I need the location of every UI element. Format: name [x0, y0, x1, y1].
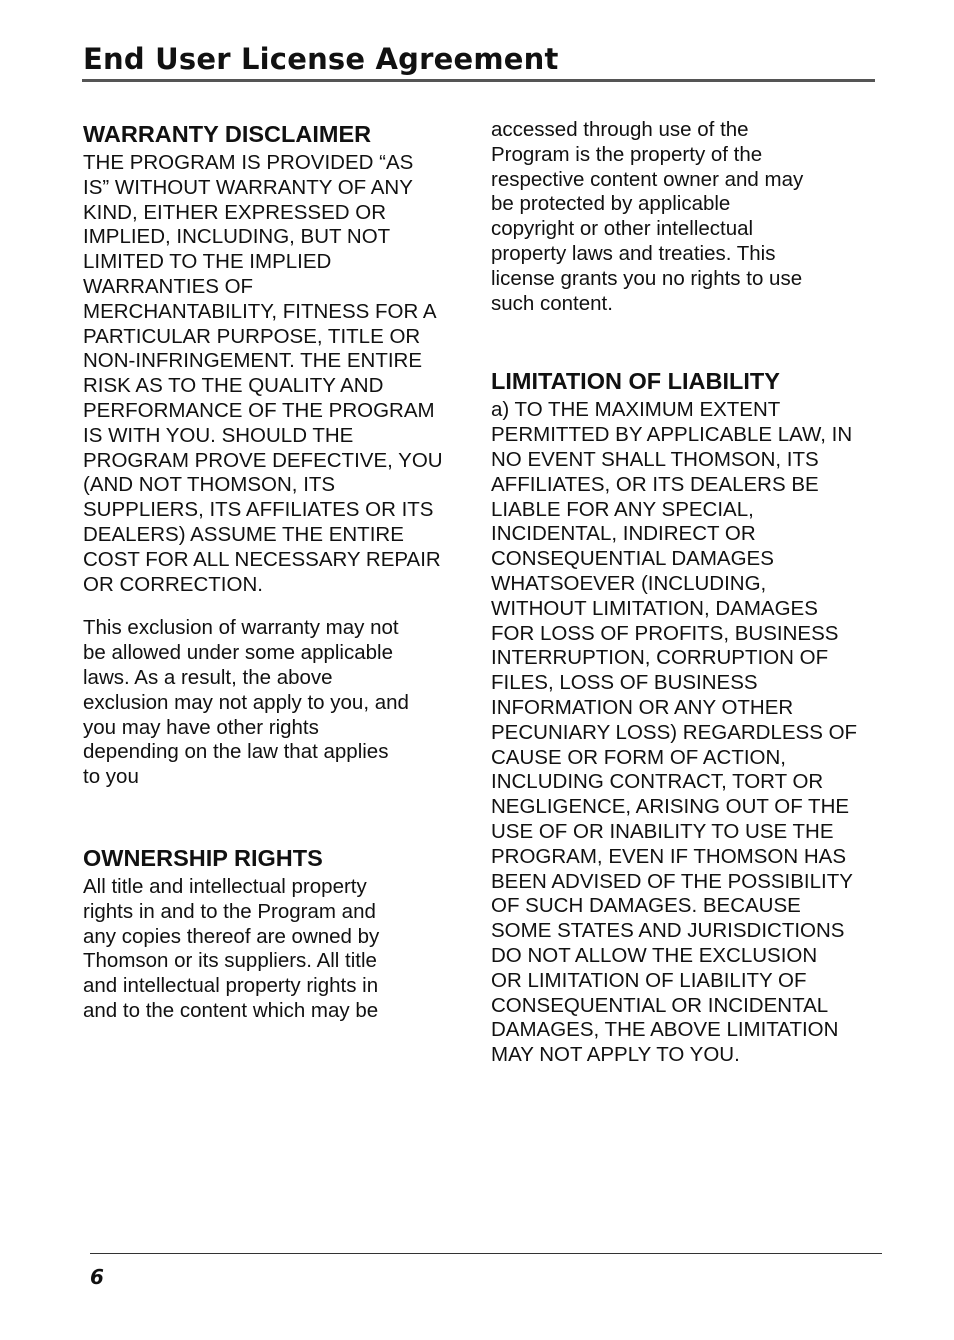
- text-line: any copies thereof are owned by: [83, 924, 380, 948]
- text-line: Thomson or its suppliers. All title: [83, 949, 377, 973]
- text-line: INTERRUPTION, CORRUPTION OF: [491, 646, 829, 670]
- text-line: MERCHANTABILITY, FITNESS FOR A: [83, 299, 437, 323]
- text-line: respective content owner and may: [491, 167, 804, 191]
- footer-rule: [90, 1253, 882, 1254]
- text-line: PARTICULAR PURPOSE, TITLE OR: [83, 324, 421, 348]
- text-line: PERFORMANCE OF THE PROGRAM: [83, 398, 435, 422]
- text-line: LIMITED TO THE IMPLIED: [83, 250, 332, 274]
- text-line: All title and intellectual property: [83, 874, 367, 898]
- text-line: CONSEQUENTIAL DAMAGES: [491, 547, 774, 571]
- text-line: exclusion may not apply to you, and: [83, 690, 409, 714]
- text-line: INFORMATION OR ANY OTHER: [491, 695, 794, 719]
- text-line: DO NOT ALLOW THE EXCLUSION: [491, 943, 818, 967]
- text-line: and to the content which may be: [83, 998, 379, 1022]
- warranty-paragraph-2: [83, 616, 468, 790]
- text-line: AFFILIATES, OR ITS DEALERS BE: [491, 472, 819, 496]
- text-line: SOME STATES AND JURISDICTIONS: [491, 919, 845, 943]
- text-line: OR LIMITATION OF LIABILITY OF: [491, 968, 807, 992]
- text-line: WHATSOEVER (INCLUDING,: [491, 571, 767, 595]
- text-line: PROGRAM PROVE DEFECTIVE, YOU: [83, 448, 443, 472]
- text-line: PROGRAM, EVEN IF THOMSON HAS: [491, 844, 846, 868]
- text-line: COST FOR ALL NECESSARY REPAIR: [83, 547, 441, 571]
- left-column: [83, 118, 468, 1024]
- text-line: This exclusion of warranty may not: [83, 616, 399, 640]
- text-line: IS” WITHOUT WARRANTY OF ANY: [83, 175, 413, 199]
- text-line: IS WITH YOU. SHOULD THE: [83, 423, 354, 447]
- text-line: SUPPLIERS, ITS AFFILIATES OR ITS: [83, 498, 434, 522]
- text-line: depending on the law that applies: [83, 740, 389, 764]
- text-line: NEGLIGENCE, ARISING OUT OF THE: [491, 795, 850, 819]
- text-line: WARRANTIES OF: [83, 274, 254, 298]
- text-line: laws. As a result, the above: [83, 665, 333, 689]
- liability-paragraph-1: [491, 398, 876, 1068]
- text-line: USE OF OR INABILITY TO USE THE: [491, 819, 834, 843]
- text-line: LIABLE FOR ANY SPECIAL,: [491, 497, 754, 521]
- text-line: copyright or other intellectual: [491, 217, 754, 241]
- text-line: CAUSE OR FORM OF ACTION,: [491, 745, 786, 769]
- text-line: NON-INFRINGEMENT. THE ENTIRE: [83, 349, 423, 373]
- right-column: [491, 118, 876, 1068]
- text-line: WITHOUT LIMITATION, DAMAGES: [491, 596, 818, 620]
- text-line: THE PROGRAM IS PROVIDED “AS: [83, 151, 414, 174]
- text-line: to you: [83, 765, 139, 789]
- text-line: PECUNIARY LOSS) REGARDLESS OF: [491, 720, 858, 744]
- text-line: DAMAGES, THE ABOVE LIMITATION: [491, 1018, 839, 1042]
- text-line: INCIDENTAL, INDIRECT OR: [491, 522, 756, 546]
- text-line: license grants you no rights to use: [491, 266, 803, 290]
- text-line: a) TO THE MAXIMUM EXTENT: [491, 398, 781, 422]
- ownership-heading: OWNERSHIP RIGHTS: [83, 844, 323, 871]
- text-line: be protected by applicable: [491, 192, 731, 216]
- text-line: IMPLIED, INCLUDING, BUT NOT: [83, 225, 391, 249]
- page-number: 6: [90, 1265, 104, 1289]
- text-line: and intellectual property rights in: [83, 974, 379, 998]
- text-line: such content.: [491, 291, 613, 315]
- text-line: be allowed under some applicable: [83, 641, 393, 665]
- ownership-paragraph-2: [491, 118, 876, 316]
- text-line: NO EVENT SHALL THOMSON, ITS: [491, 447, 819, 471]
- text-line: OF SUCH DAMAGES. BECAUSE: [491, 894, 801, 918]
- text-line: CONSEQUENTIAL OR INCIDENTAL: [491, 993, 829, 1017]
- text-line: FILES, LOSS OF BUSINESS: [491, 671, 758, 695]
- text-line: (AND NOT THOMSON, ITS: [83, 473, 336, 497]
- text-line: you may have other rights: [83, 715, 319, 739]
- text-line: rights in and to the Program and: [83, 899, 376, 923]
- text-line: MAY NOT APPLY TO YOU.: [491, 1043, 740, 1067]
- page-title: End User License Agreement: [83, 42, 559, 76]
- text-line: OR CORRECTION.: [83, 572, 263, 596]
- title-underline: [82, 79, 875, 82]
- text-line: INCLUDING CONTRACT, TORT OR: [491, 770, 824, 794]
- text-line: property laws and treaties. This: [491, 241, 776, 265]
- text-line: PERMITTED BY APPLICABLE LAW, IN: [491, 423, 853, 447]
- text-line: BEEN ADVISED OF THE POSSIBILITY: [491, 869, 853, 893]
- liability-heading: LIMITATION OF LIABILITY: [491, 368, 780, 395]
- warranty-heading: WARRANTY DISCLAIMER: [83, 121, 372, 147]
- text-line: FOR LOSS OF PROFITS, BUSINESS: [491, 621, 839, 645]
- text-line: DEALERS) ASSUME THE ENTIRE: [83, 522, 404, 546]
- ownership-paragraph-1: [83, 875, 468, 1024]
- text-line: accessed through use of the: [491, 118, 749, 141]
- text-line: RISK AS TO THE QUALITY AND: [83, 374, 384, 398]
- text-line: KIND, EITHER EXPRESSED OR: [83, 200, 387, 224]
- text-line: Program is the property of the: [491, 142, 763, 166]
- warranty-paragraph-1: [83, 151, 468, 597]
